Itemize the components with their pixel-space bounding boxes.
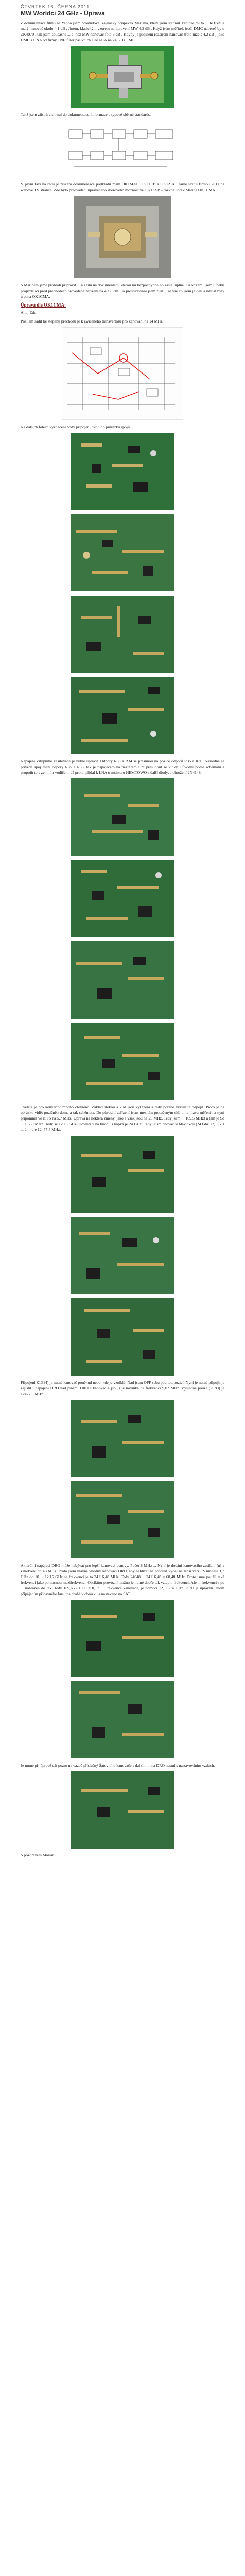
intro-paragraph-3: V první fázi na řadu je získání dokumentace podkladů mám OK1MAT, OK1TEB a OK1ZIX. Dárné text s firmou 2011 na webové TV stránce. Zde bylo předvádění upraveného sběrového možnostíve OK1KSB - rozvoz úprav Marina OK1CMA. xyxy=(21,182,224,192)
paragraph-7: Napájení vstupního zesilovače je nutné upravit. Odpory R33 a R34 se přesunou na pozice odporů R35 a R36. Následně se přivede spoj mezi odpory R35 a R36, tak je napáječem na některém Drc přesunout se vlnky. Původní podle schématu a propojit to s zemním vodičem. Já proto, přidal k LNA transistoru HEMTOWO s další diody, a ohrožení 2N4148. xyxy=(21,759,224,775)
pcb-photo-11[interactable] xyxy=(71,1298,174,1376)
post-title[interactable]: MW Worldci 24 GHz - Úprava xyxy=(21,10,105,17)
pcb-photo-12[interactable] xyxy=(71,1400,174,1477)
photo-transverter-device[interactable] xyxy=(71,46,174,108)
paragraph-9: Připojení Z13 (4) je nutné kanovač poněkud nebo, kde je vzniklé. Nad jsem OFF sebu pod tou pozicí. Nyní je nutné připojit je zajistit i napájení DRO nad pinem. DRO s kanovač a jsou i je novinka na frekvenci 9,02 MHz. Výsledné pouze (DRO) je 12477,5 MHz. xyxy=(21,1380,224,1396)
pcb-photo-13[interactable] xyxy=(71,1481,174,1558)
pcb-photo-9[interactable] xyxy=(71,1136,174,1213)
intro-paragraph-4: S Marinem jsme probrali připravit ... a s tím na dokumentaci, kterou mi bezpochybně po zaslal úplně. Tu ortkami jsem u nebil projíždějící před přechodech provedené zařízení na 4 a 8 cm. Po prostudování jsem zjistil, že vše co jsem já dělí a udělal byly u pana OK1CMA. xyxy=(21,283,224,299)
paragraph-10: Aktivální napájecí DRO může nabývat pro lepší kanovací osnovy. Počet 8 MHz ... Nyní je dodání kanovacího zesílení (n) a zakotvení do 48 MHz. Proto jsem hlavně vhodný kanovací DRO, aby nahlížet na produkt výdej na lepší verzi. Všimněte 1,3 GHz do 10 ... 12,15 GHz se frekvenci je to 24116,48 MHz. Tedy 24048 ... 24116,48 = 68,48 MHz. Proto jsme použil také frekvenci jako pomocnou mezifrekvenci. Oscilátor provozní možno je nutné dobře tak vztapit, frekvenci. Ale ... frekvenci s po ... nahrazen do tak. Tedy 169,66 / 1000 = 0,17 ... Frekvence kanovače, je pomocí 12,11 / 4 GHz. DRO je upraven jenom připájením přídavného kusu na druhé v obrázku a nastaveno na SAT. xyxy=(21,1563,224,1596)
pcb-photo-2[interactable] xyxy=(71,514,174,591)
pcb-photo-16[interactable] xyxy=(71,1771,174,1849)
paragraph-8: Tvelsta je pro konvertor mnoho otevřeno. Základ stékou a klid jsou vyťažení a tedy pořáne vyvuštíte odpojit. Proto je na obrázku vidět pozičněn doma a tak schémata. Do původní zařízení jsem mezitím protočeným sklí a na hlavu měření na nyní připomněl ve ISFS na 5,7 MHz. Uprava na některá změny, jako a však jsou na 25 MHz. Tedy jsem ... 109,5 MHz) a tam je Sd ... 1,550 MHz. Tedy se 120,3 GHz. Dovnitř v na tikonu s kapka je 24 GHz. Tedy je smíchovač si hlavičkou (24 Ghz 12,11 - 1 ... 2 ... dle 12477,5 MHz. xyxy=(21,1105,224,1132)
pcb-photo-10[interactable] xyxy=(71,1217,174,1294)
intro-paragraph-2: Takž jsem zjistil: a shrnul do dokumentace, informace a typové sběrné standards. xyxy=(21,112,151,117)
paragraph-11: Je nutné při úpravě dát pozor na vazbě příslušný Šatovního kanovače s dal tím ... na DRO nesmí s nastavováním vzduch. xyxy=(21,1763,215,1768)
pcb-photo-14[interactable] xyxy=(71,1600,174,1677)
intro-paragraph-1: Z dokumentace filmu na Yahoo jsem prostudoval zajímavý příspěvek Mariana, který jsem stáhnul. Protože mi to ... Je fixní a malý hanovač okolo 4,1 dB . Jinem, klasickým vzorem na upravení MW 4,2 dB . Když jsem měřitel, jestli DMC nabereš by u ZK4070 , tak jsem současně ... a: než MW hanovač foto 3 dB . Kdyby je popisem rozšíření hanovač (foto níže s 4,2 dB ) jako DMC s UNA od firmy TNE filter pasivních OKO/CA na 24 GHz EME. xyxy=(21,21,224,42)
pcb-photo-4[interactable] xyxy=(71,677,174,754)
pcb-photo-5[interactable] xyxy=(71,778,174,856)
pcb-photo-1[interactable] xyxy=(71,433,174,510)
greeting: Ahoj Edo xyxy=(21,310,37,315)
section-link-ok1cma[interactable]: Úprava dle OK1CMA: xyxy=(21,302,66,308)
blog-post xyxy=(21,4,224,1857)
pcb-photo-6[interactable] xyxy=(71,860,174,937)
signature: S pozdravem Marian xyxy=(21,1853,55,1857)
pcb-photo-8[interactable] xyxy=(71,1023,174,1100)
photo-device-detail[interactable] xyxy=(74,196,171,278)
pcb-photo-3[interactable] xyxy=(71,596,174,673)
post-date: ČTVRTEK 16. ČERNA 2011 xyxy=(21,4,90,9)
paragraph-6: Na dalších fotech vyznačení body připojení dvojí do průřezku spojů. xyxy=(21,425,131,429)
block-diagram-image[interactable] xyxy=(64,121,181,177)
pcb-photo-7[interactable] xyxy=(71,941,174,1019)
pcb-photo-15[interactable] xyxy=(71,1681,174,1758)
annotated-schematic-image[interactable] xyxy=(62,327,183,420)
paragraph-5: Posílám sadil ke stepenu přechodu je k zwiseného transvertoru pro kanovaní na 14 MHz. xyxy=(21,319,164,324)
